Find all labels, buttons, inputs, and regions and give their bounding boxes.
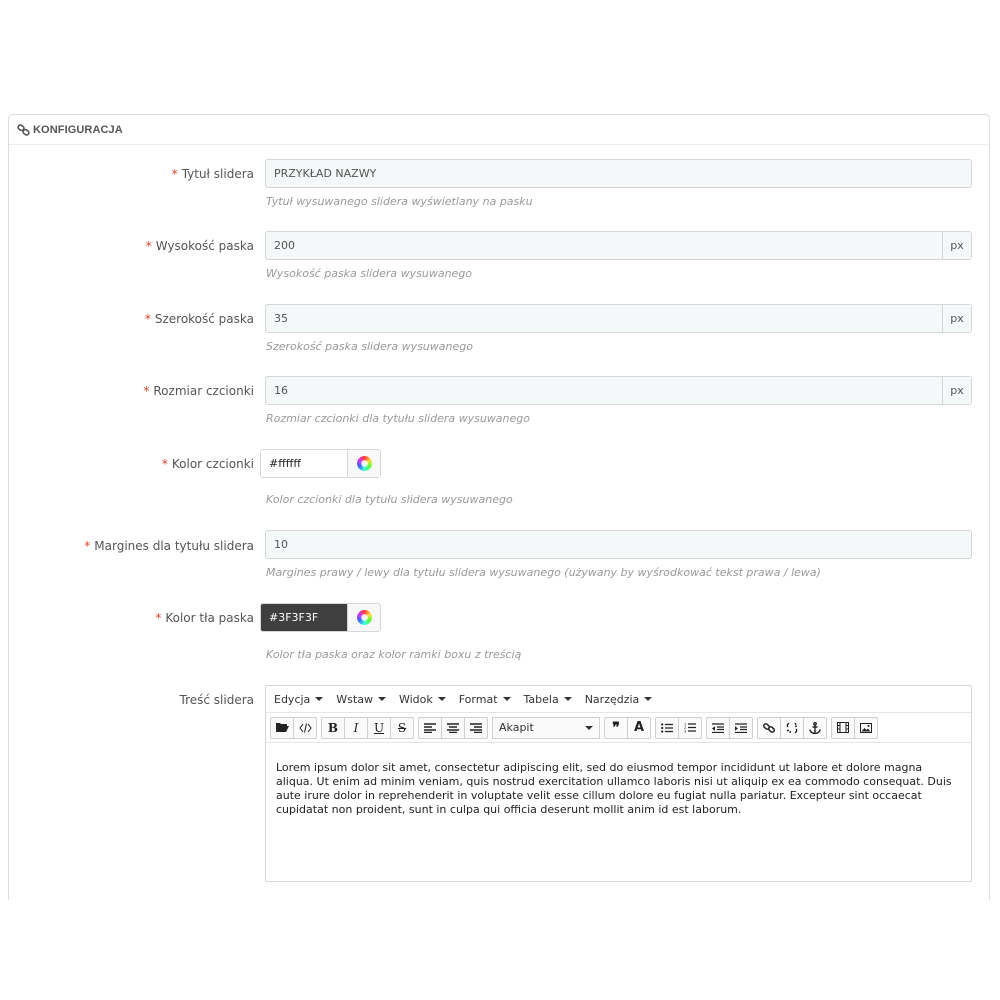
unlink-icon <box>786 722 798 734</box>
bg-color-input[interactable] <box>261 604 347 631</box>
caret-down-icon <box>644 697 652 701</box>
open-folder-button[interactable] <box>270 717 294 739</box>
editor-menubar <box>266 686 971 713</box>
caret-down-icon <box>438 697 446 701</box>
bold-button[interactable]: B <box>321 717 345 739</box>
caret-down-icon <box>585 726 593 730</box>
outdent-icon <box>712 723 724 733</box>
blockquote-button[interactable]: ❞ <box>604 717 628 739</box>
menu-table[interactable]: Tabela <box>524 693 572 706</box>
numbered-list-icon <box>684 722 696 733</box>
panel-title: KONFIGURACJA <box>33 123 123 136</box>
margin-help: Margines prawy / lewy dla tytułu slidera wysuwanego (używany by wyśrodkować tekst prawa / lewa) <box>266 566 821 579</box>
link-icon <box>17 124 30 136</box>
caret-down-icon <box>564 697 572 701</box>
insert-link-button[interactable] <box>757 717 781 739</box>
code-icon <box>299 723 312 733</box>
strikethrough-button[interactable]: S <box>390 717 414 739</box>
underline-button[interactable]: U <box>367 717 391 739</box>
editor-content[interactable]: Lorem ipsum dolor sit amet, consectetur adipiscing elit, sed do eiusmod tempor incididunt ut labore et dolore magna aliqua. Ut enim ad minim veniam, quis nostrud exercitation ullamco laboris nisi ut aliquip ex ea commodo consequat. Duis aute irure dolor in reprehenderit in voluptate velit esse cillum dolore eu fugiat nulla pariatur. Excepteur sint occaecat cupidatat non proident, sunt in culpa qui officia deserunt mollit anim id est laborum. <box>276 761 952 816</box>
configuration-panel <box>8 114 990 900</box>
svg-text:3: 3 <box>684 729 687 733</box>
title-field-wrap <box>265 159 972 188</box>
margin-label: * Margines dla tytułu slidera <box>84 539 254 553</box>
rich-text-editor <box>265 685 972 882</box>
folder-open-icon <box>276 722 289 733</box>
link-icon <box>763 722 775 734</box>
align-left-icon <box>424 723 436 733</box>
font-color-button[interactable] <box>347 450 380 477</box>
bg-color-help: Kolor tła paska oraz kolor ramki boxu z treścią <box>266 648 522 661</box>
anchor-button[interactable] <box>803 717 827 739</box>
menu-format[interactable]: Format <box>459 693 511 706</box>
indent-button[interactable] <box>729 717 753 739</box>
align-right-button[interactable] <box>464 717 488 739</box>
height-input[interactable] <box>266 232 942 259</box>
font-size-field-wrap <box>265 376 972 405</box>
menu-insert[interactable]: Wstaw <box>336 693 386 706</box>
color-wheel-icon <box>357 610 372 625</box>
numbered-list-button[interactable] <box>678 717 702 739</box>
format-select[interactable]: Akapit <box>492 717 600 739</box>
margin-field-wrap <box>265 530 972 559</box>
width-help: Szerokość paska slidera wysuwanego <box>266 340 473 353</box>
font-color-help: Kolor czcionki dla tytułu slidera wysuwanego <box>266 493 513 506</box>
font-size-help: Rozmiar czcionki dla tytułu slidera wysuwanego <box>266 412 530 425</box>
title-label: * Tytuł slidera <box>171 167 254 181</box>
align-center-icon <box>447 723 459 733</box>
panel-heading <box>9 115 989 145</box>
svg-text:2: 2 <box>684 726 687 730</box>
source-code-button[interactable] <box>293 717 317 739</box>
anchor-icon <box>809 722 821 734</box>
menu-view[interactable]: Widok <box>399 693 446 706</box>
align-right-icon <box>470 723 482 733</box>
color-wheel-icon <box>357 456 372 471</box>
bullet-list-button[interactable] <box>655 717 679 739</box>
width-field-wrap <box>265 304 972 333</box>
font-color-label: * Kolor czcionki <box>161 457 254 471</box>
width-input[interactable] <box>266 305 942 332</box>
italic-button[interactable]: I <box>344 717 368 739</box>
align-left-button[interactable] <box>418 717 442 739</box>
outdent-button[interactable] <box>706 717 730 739</box>
svg-text:1: 1 <box>684 722 687 727</box>
align-center-button[interactable] <box>441 717 465 739</box>
image-icon <box>860 723 872 733</box>
bg-color-label: * Kolor tła paska <box>155 611 254 625</box>
height-help: Wysokość paska slidera wysuwanego <box>266 267 473 280</box>
insert-image-button[interactable] <box>854 717 878 739</box>
menu-edit[interactable]: Edycja <box>274 693 323 706</box>
font-size-label: * Rozmiar czcionki <box>143 384 254 398</box>
caret-down-icon <box>315 697 323 701</box>
caret-down-icon <box>503 697 511 701</box>
title-input[interactable] <box>266 160 971 187</box>
margin-input[interactable] <box>266 531 971 558</box>
width-unit: px <box>942 305 971 332</box>
font-size-unit: px <box>942 377 971 404</box>
bg-color-button[interactable] <box>347 604 380 631</box>
bg-color-picker <box>260 603 381 632</box>
content-label: Treść slidera <box>179 693 254 707</box>
font-color-picker <box>260 449 381 478</box>
insert-video-button[interactable] <box>831 717 855 739</box>
caret-down-icon <box>378 697 386 701</box>
unlink-button[interactable] <box>780 717 804 739</box>
text-color-button[interactable]: A <box>627 717 651 739</box>
menu-tools[interactable]: Narzędzia <box>585 693 653 706</box>
bullet-list-icon <box>661 723 673 733</box>
film-icon <box>837 722 849 733</box>
height-field-wrap <box>265 231 972 260</box>
editor-toolbar <box>266 713 971 743</box>
font-color-input[interactable] <box>261 450 347 477</box>
height-unit: px <box>942 232 971 259</box>
title-help: Tytuł wysuwanego slidera wyświetlany na pasku <box>266 195 533 208</box>
indent-icon <box>735 723 747 733</box>
height-label: * Wysokość paska <box>145 239 254 253</box>
width-label: * Szerokość paska <box>144 312 254 326</box>
font-size-input[interactable] <box>266 377 942 404</box>
